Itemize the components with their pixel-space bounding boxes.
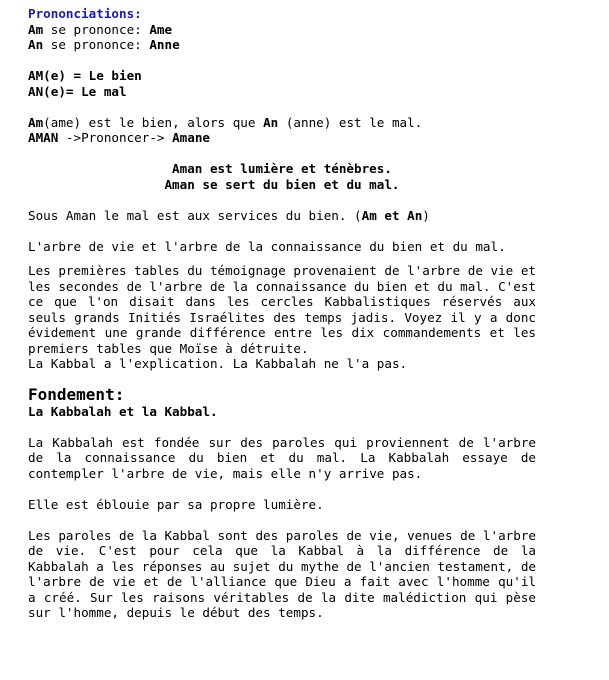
am-an-line: Am(ame) est le bien, alors que An (anne) est le mal. bbox=[28, 114, 423, 130]
aman-line: AMAN ->Prononcer-> Amane bbox=[28, 130, 210, 145]
kabbal-explanation-line: La Kabbal a l'explication. La Kabbalah ne l'a pas. bbox=[28, 356, 408, 371]
paragraph-tables: Les premières tables du témoignage provenaient de l'arbre de vie et les secondes de l'arbre de la connaissance du bien et du mal. C'est ce que l'on disait dans les cercles Kabbalistiques réservés aux seuls grands Initiés Israélites des temps jadis. Voyez il y a donc évidement une grande différence entre les dix commandements et les premiers tables que Moïse à détruite. bbox=[28, 263, 536, 356]
fondement-heading: Fondement: bbox=[28, 384, 125, 404]
pronunciation-line-am bbox=[28, 22, 536, 38]
sous-aman-line: Sous Aman le mal est aux services du bien. (Am et An) bbox=[28, 207, 430, 223]
term-am: Am bbox=[28, 21, 44, 37]
pronunciation-line-an bbox=[28, 37, 536, 53]
arbre-line: L'arbre de vie et l'arbre de la connaissance du bien et du mal. bbox=[28, 238, 506, 254]
definition-an: AN(e)= Le mal bbox=[28, 83, 127, 99]
document-body bbox=[28, 6, 536, 621]
center-line-1: Aman est lumière et ténèbres. bbox=[172, 161, 392, 176]
paragraph-kabbalah: La Kabbalah est fondée sur des paroles qui proviennent de l'arbre de la connaissance du bien et du mal. La Kabbalah essaye de contempler l'arbre de vie, mais elle n'y arrive pas. bbox=[28, 434, 536, 481]
center-line-2: Aman se sert du bien et du mal. bbox=[164, 176, 400, 192]
pronunciations-heading: Prononciations: bbox=[28, 6, 142, 21]
fondement-subtitle: La Kabbalah et la Kabbal. bbox=[28, 403, 218, 419]
pron-text: se prononce: bbox=[43, 37, 150, 52]
eblouie-line: Elle est éblouie par sa propre lumière. bbox=[28, 496, 324, 512]
definition-am: AM(e) = Le bien bbox=[28, 68, 142, 83]
term-an: An bbox=[28, 37, 44, 52]
pron-am: Ame bbox=[149, 21, 173, 37]
pron-text: se prononce: bbox=[43, 21, 150, 37]
pron-an: Anne bbox=[149, 37, 180, 52]
paragraph-kabbal: Les paroles de la Kabbal sont des paroles de vie, venues de l'arbre de vie. C'est pour cela que la Kabbal à la différence de la Kabbalah a les réponses au sujet du mythe de l'ancien testament, de l'arbre de vie et de l'alliance que Dieu a fait avec l'homme qu'il a créé. Sur les raisons véritables de la dite malédiction qui pèse sur l'homme, depuis le début des temps. bbox=[28, 527, 536, 620]
